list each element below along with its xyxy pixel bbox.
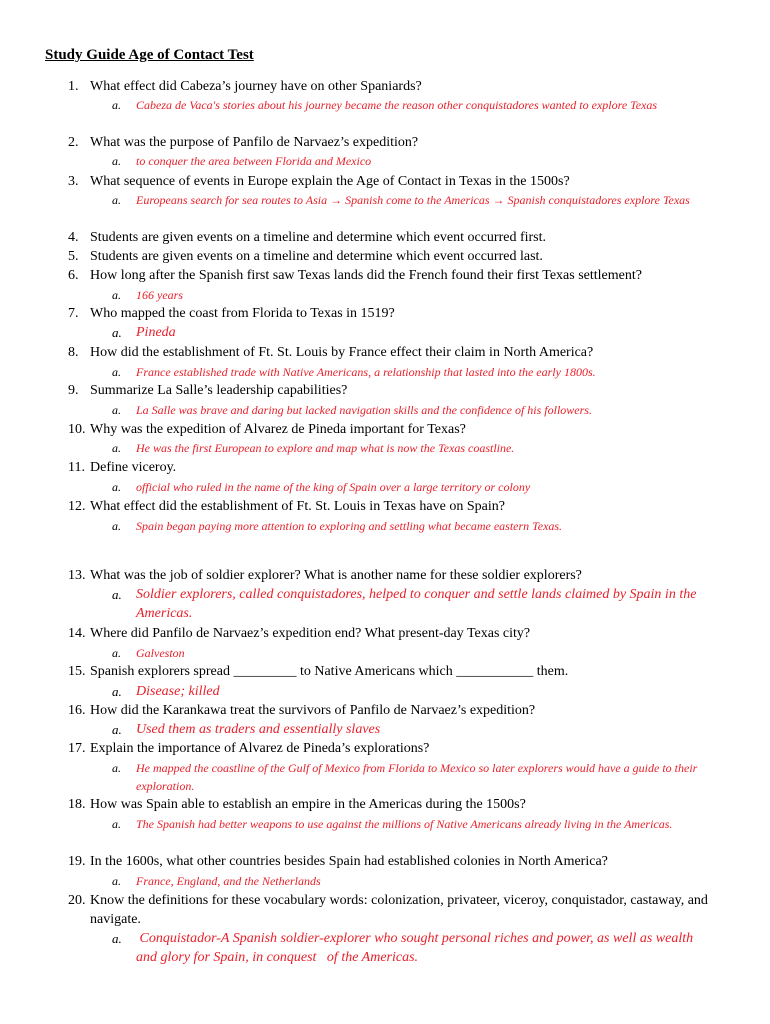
answer-text: Galveston bbox=[136, 646, 185, 660]
question-text: What sequence of events in Europe explain the Age of Contact in Texas in the 1500s? bbox=[90, 174, 570, 189]
question-text: Why was the expedition of Alvarez de Pineda important for Texas? bbox=[90, 422, 466, 437]
answer-text: to conquer the area between Florida and Mexico bbox=[136, 154, 372, 168]
answer-text: Pineda bbox=[136, 325, 176, 340]
answer-label: a. bbox=[112, 874, 121, 888]
answer-text: Soldier explorers, called conquistadores, helped to conquer and settle lands claimed by Spain in the Americas. bbox=[136, 587, 697, 621]
question-number: 15. bbox=[68, 664, 86, 679]
answer-text: France established trade with Native Americans, a relationship that lasted into the early 1800s. bbox=[136, 365, 596, 379]
question-text: How long after the Spanish first saw Texas lands did the French found their first Texas settlement? bbox=[90, 268, 642, 283]
answer-label: a. bbox=[112, 98, 121, 112]
question-text: Who mapped the coast from Florida to Texas in 1519? bbox=[90, 306, 395, 321]
answer-label: a. bbox=[112, 193, 121, 207]
answer-text: 166 years bbox=[136, 288, 183, 302]
answer-label: a. bbox=[112, 817, 121, 831]
question-number: 14. bbox=[68, 626, 86, 641]
question-number: 20. bbox=[68, 893, 86, 908]
question-number: 10. bbox=[68, 422, 86, 437]
answer-label: a. bbox=[112, 931, 122, 946]
answer-label: a. bbox=[112, 365, 121, 379]
answer-text: Cabeza de Vaca's stories about his journey became the reason other conquistadores wanted to explore Texas bbox=[136, 98, 658, 112]
answer-text: France, England, and the Netherlands bbox=[136, 874, 321, 888]
question-number: 2. bbox=[68, 135, 79, 150]
page-title: Study Guide Age of Contact Test bbox=[45, 47, 254, 63]
answer-label: a. bbox=[112, 154, 121, 168]
question-number: 8. bbox=[68, 345, 79, 360]
question-number: 17. bbox=[68, 741, 86, 756]
question-number: 16. bbox=[68, 703, 86, 718]
question-number: 13. bbox=[68, 568, 86, 583]
question-text: Spanish explorers spread _________ to Native Americans which ___________ them. bbox=[90, 664, 569, 679]
question-text: In the 1600s, what other countries besides Spain had established colonies in North America? bbox=[90, 854, 608, 869]
answer-text: Europeans search for sea routes to Asia → Spanish come to the Americas → Spanish conquistadores explore Texas bbox=[136, 193, 690, 207]
question-text: How did the Karankawa treat the survivors of Panfilo de Narvaez’s expedition? bbox=[90, 703, 536, 718]
question-text: Define viceroy. bbox=[90, 460, 177, 475]
answer-label: a. bbox=[112, 646, 121, 660]
question-text: Explain the importance of Alvarez de Pineda’s explorations? bbox=[90, 741, 430, 756]
question-text: What effect did Cabeza’s journey have on other Spaniards? bbox=[90, 79, 422, 94]
answer-label: a. bbox=[112, 480, 121, 494]
question-number: 19. bbox=[68, 854, 86, 869]
answer-text: The Spanish had better weapons to use against the millions of Native Americans already living in the Americas. bbox=[136, 817, 673, 831]
answer-label: a. bbox=[112, 325, 122, 340]
question-text: Know the definitions for these vocabulary words: colonization, privateer, viceroy, conquistador, castaway, and navigate. bbox=[90, 893, 708, 927]
question-number: 11. bbox=[68, 460, 85, 475]
question-number: 1. bbox=[68, 79, 79, 94]
answer-label: a. bbox=[112, 403, 121, 417]
question-text: Students are given events on a timeline and determine which event occurred last. bbox=[90, 249, 543, 264]
answer-text: official who ruled in the name of the king of Spain over a large territory or colony bbox=[136, 480, 531, 494]
question-text: What was the job of soldier explorer? What is another name for these soldier explorers? bbox=[90, 568, 582, 583]
answer-text: He was the first European to explore and map what is now the Texas coastline. bbox=[136, 441, 515, 455]
question-text: Where did Panfilo de Narvaez’s expedition end? What present-day Texas city? bbox=[90, 626, 531, 641]
question-number: 12. bbox=[68, 499, 86, 514]
question-number: 6. bbox=[68, 268, 79, 283]
answer-text: Spain began paying more attention to exploring and settling what became eastern Texas. bbox=[136, 519, 563, 533]
answer-label: a. bbox=[112, 441, 121, 455]
question-number: 5. bbox=[68, 249, 79, 264]
question-number: 18. bbox=[68, 797, 86, 812]
question-text: How did the establishment of Ft. St. Louis by France effect their claim in North America? bbox=[90, 345, 594, 360]
answer-text: Disease; killed bbox=[136, 684, 220, 699]
question-text: What was the purpose of Panfilo de Narvaez’s expedition? bbox=[90, 135, 419, 150]
answer-label: a. bbox=[112, 587, 122, 602]
answer-label: a. bbox=[112, 722, 122, 737]
answer-text: He mapped the coastline of the Gulf of Mexico from Florida to Mexico so later explorers would have a guide to their exploration. bbox=[136, 761, 698, 793]
answer-label: a. bbox=[112, 684, 122, 699]
question-number: 7. bbox=[68, 306, 79, 321]
answer-text: La Salle was brave and daring but lacked navigation skills and the confidence of his followers. bbox=[136, 403, 592, 417]
question-text: Summarize La Salle’s leadership capabilities? bbox=[90, 383, 348, 398]
question-number: 3. bbox=[68, 174, 79, 189]
answer-label: a. bbox=[112, 519, 121, 533]
answer-label: a. bbox=[112, 288, 121, 302]
question-number: 4. bbox=[68, 230, 79, 245]
question-number: 9. bbox=[68, 383, 79, 398]
answer-text: Conquistador-A Spanish soldier-explorer who sought personal riches and power, as well as wealth and glory for Spain, in conquest of the Americas. bbox=[136, 931, 697, 965]
answer-text: Used them as traders and essentially slaves bbox=[136, 722, 381, 737]
question-text: How was Spain able to establish an empire in the Americas during the 1500s? bbox=[90, 797, 526, 812]
answer-label: a. bbox=[112, 761, 121, 775]
question-text: What effect did the establishment of Ft. St. Louis in Texas have on Spain? bbox=[90, 499, 505, 514]
question-text: Students are given events on a timeline and determine which event occurred first. bbox=[90, 230, 547, 245]
